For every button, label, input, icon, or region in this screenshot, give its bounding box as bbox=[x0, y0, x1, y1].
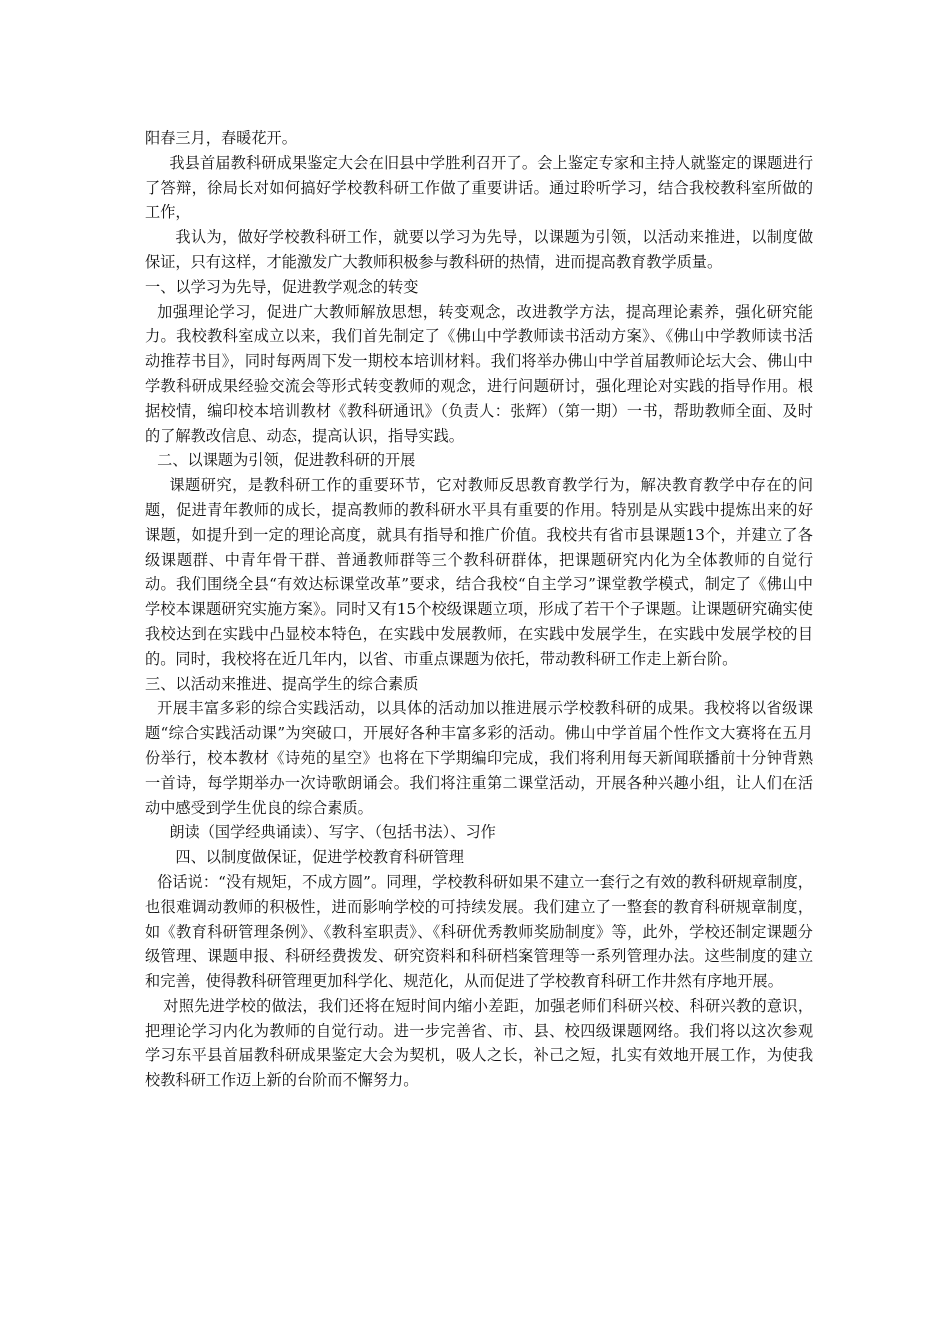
document-page bbox=[145, 126, 813, 1093]
intro-paragraph-1: 我县首届教科研成果鉴定大会在旧县中学胜利召开了。会上鉴定专家和主持人就鉴定的课题进行了答辩，徐局长对如何搞好学校教科研工作做了重要讲话。通过聆听学习，结合我校教科室所做的工作， bbox=[145, 153, 813, 222]
section-3-heading: 三、以活动来推进、提高学生的综合素质 bbox=[145, 674, 419, 693]
section-1-heading: 一、以学习为先导，促进教学观念的转变 bbox=[145, 277, 419, 296]
section-4-paragraph: 俗话说：“没有规矩，不成方圆”。同理，学校教科研如果不建立一套行之有效的教科研规章制度，也很难调动教师的积极性，进而影响学校的可持续发展。我们建立了一整套的教育科研规章制度，如《教育科研管理条例》、《教科室职责》、《科研优秀教师奖励制度》等，此外，学校还制定课题分级管理、课题申报、科研经费拨发、研究资料和科研档案管理等一系列管理办法。这些制度的建立和完善，使得教科研管理更加科学化、规范化，从而促进了学校教育科研工作井然有序地开展。 bbox=[145, 872, 813, 991]
opening-line: 阳春三月，春暖花开。 bbox=[145, 129, 297, 147]
section-4-heading: 四、以制度做保证，促进学校教育科研管理 bbox=[175, 848, 464, 867]
closing-paragraph: 对照先进学校的做法，我们还将在短时间内缩小差距，加强老师们科研兴校、科研兴教的意识，把理论学习内化为教师的自觉行动。进一步完善省、市、县、校四级课题网络。我们将以这次参观学习东平县首届教科研成果鉴定大会为契机，吸人之长，补己之短，扎实有效地开展工作，为使我校教科研工作迈上新的台阶而不懈努力。 bbox=[145, 996, 813, 1090]
section-1-paragraph: 加强理论学习，促进广大教师解放思想，转变观念，改进教学方法，提高理论素养，强化研究能力。我校教科室成立以来，我们首先制定了《佛山中学教师读书活动方案》、《佛山中学教师读书活动推荐书目》，同时每两周下发一期校本培训材料。我们将举办佛山中学首届教师论坛大会、佛山中学教科研成果经验交流会等形式转变教师的观念，进行问题研讨，强化理论对实践的指导作用。根据校情，编印校本培训教材《教科研通讯》（负责人：张辉）（第一期）一书，帮助教师全面、及时的了解教改信息、动态，提高认识，指导实践。 bbox=[145, 302, 813, 445]
intro-paragraph-2: 我认为，做好学校教科研工作，就要以学习为先导，以课题为引领，以活动来推进，以制度做保证，只有这样，才能激发广大教师积极参与教科研的热情，进而提高教育教学质量。 bbox=[145, 228, 813, 271]
section-2-heading: 二、以课题为引领，促进教科研的开展 bbox=[157, 451, 416, 470]
section-3-list: 朗读（国学经典诵读）、写字、（包括书法）、习作 bbox=[169, 823, 496, 842]
section-3-paragraph: 开展丰富多彩的综合实践活动，以具体的活动加以推进展示学校教科研的成果。我校将以省级课题“综合实践活动课”为突破口，开展好各种丰富多彩的活动。佛山中学首届个性作文大赛将在五月份举行，校本教材《诗苑的星空》也将在下学期编印完成，我们将利用每天新闻联播前十分钟背熟一首诗，每学期举办一次诗歌朗诵会。我们将注重第二课堂活动，开展各种兴趣小组，让人们在活动中感受到学生优良的综合素质。 bbox=[145, 699, 813, 817]
section-2-paragraph: 课题研究，是教科研工作的重要环节，它对教师反思教育教学行为，解决教育教学中存在的问题，促进青年教师的成长，提高教师的教科研水平具有重要的作用。特别是从实践中提炼出来的好课题，如提升到一定的理论高度，就具有指导和推广价值。我校共有省市县课题13个，并建立了各级课题群、中青年骨干群、普通教师群等三个教科研群体，把课题研究内化为全体教师的自觉行动。我们围绕全县“有效达标课堂改革”要求，结合我校“自主学习”课堂教学模式，制定了《佛山中学校本课题研究实施方案》。同时又有15个校级课题立项，形成了若干个子课题。让课题研究确实使我校达到在实践中凸显校本特色，在实践中发展教师，在实践中发展学生，在实践中发展学校的目的。同时，我校将在近几年内，以省、市重点课题为依托，带动教科研工作走上新台阶。 bbox=[145, 476, 813, 668]
